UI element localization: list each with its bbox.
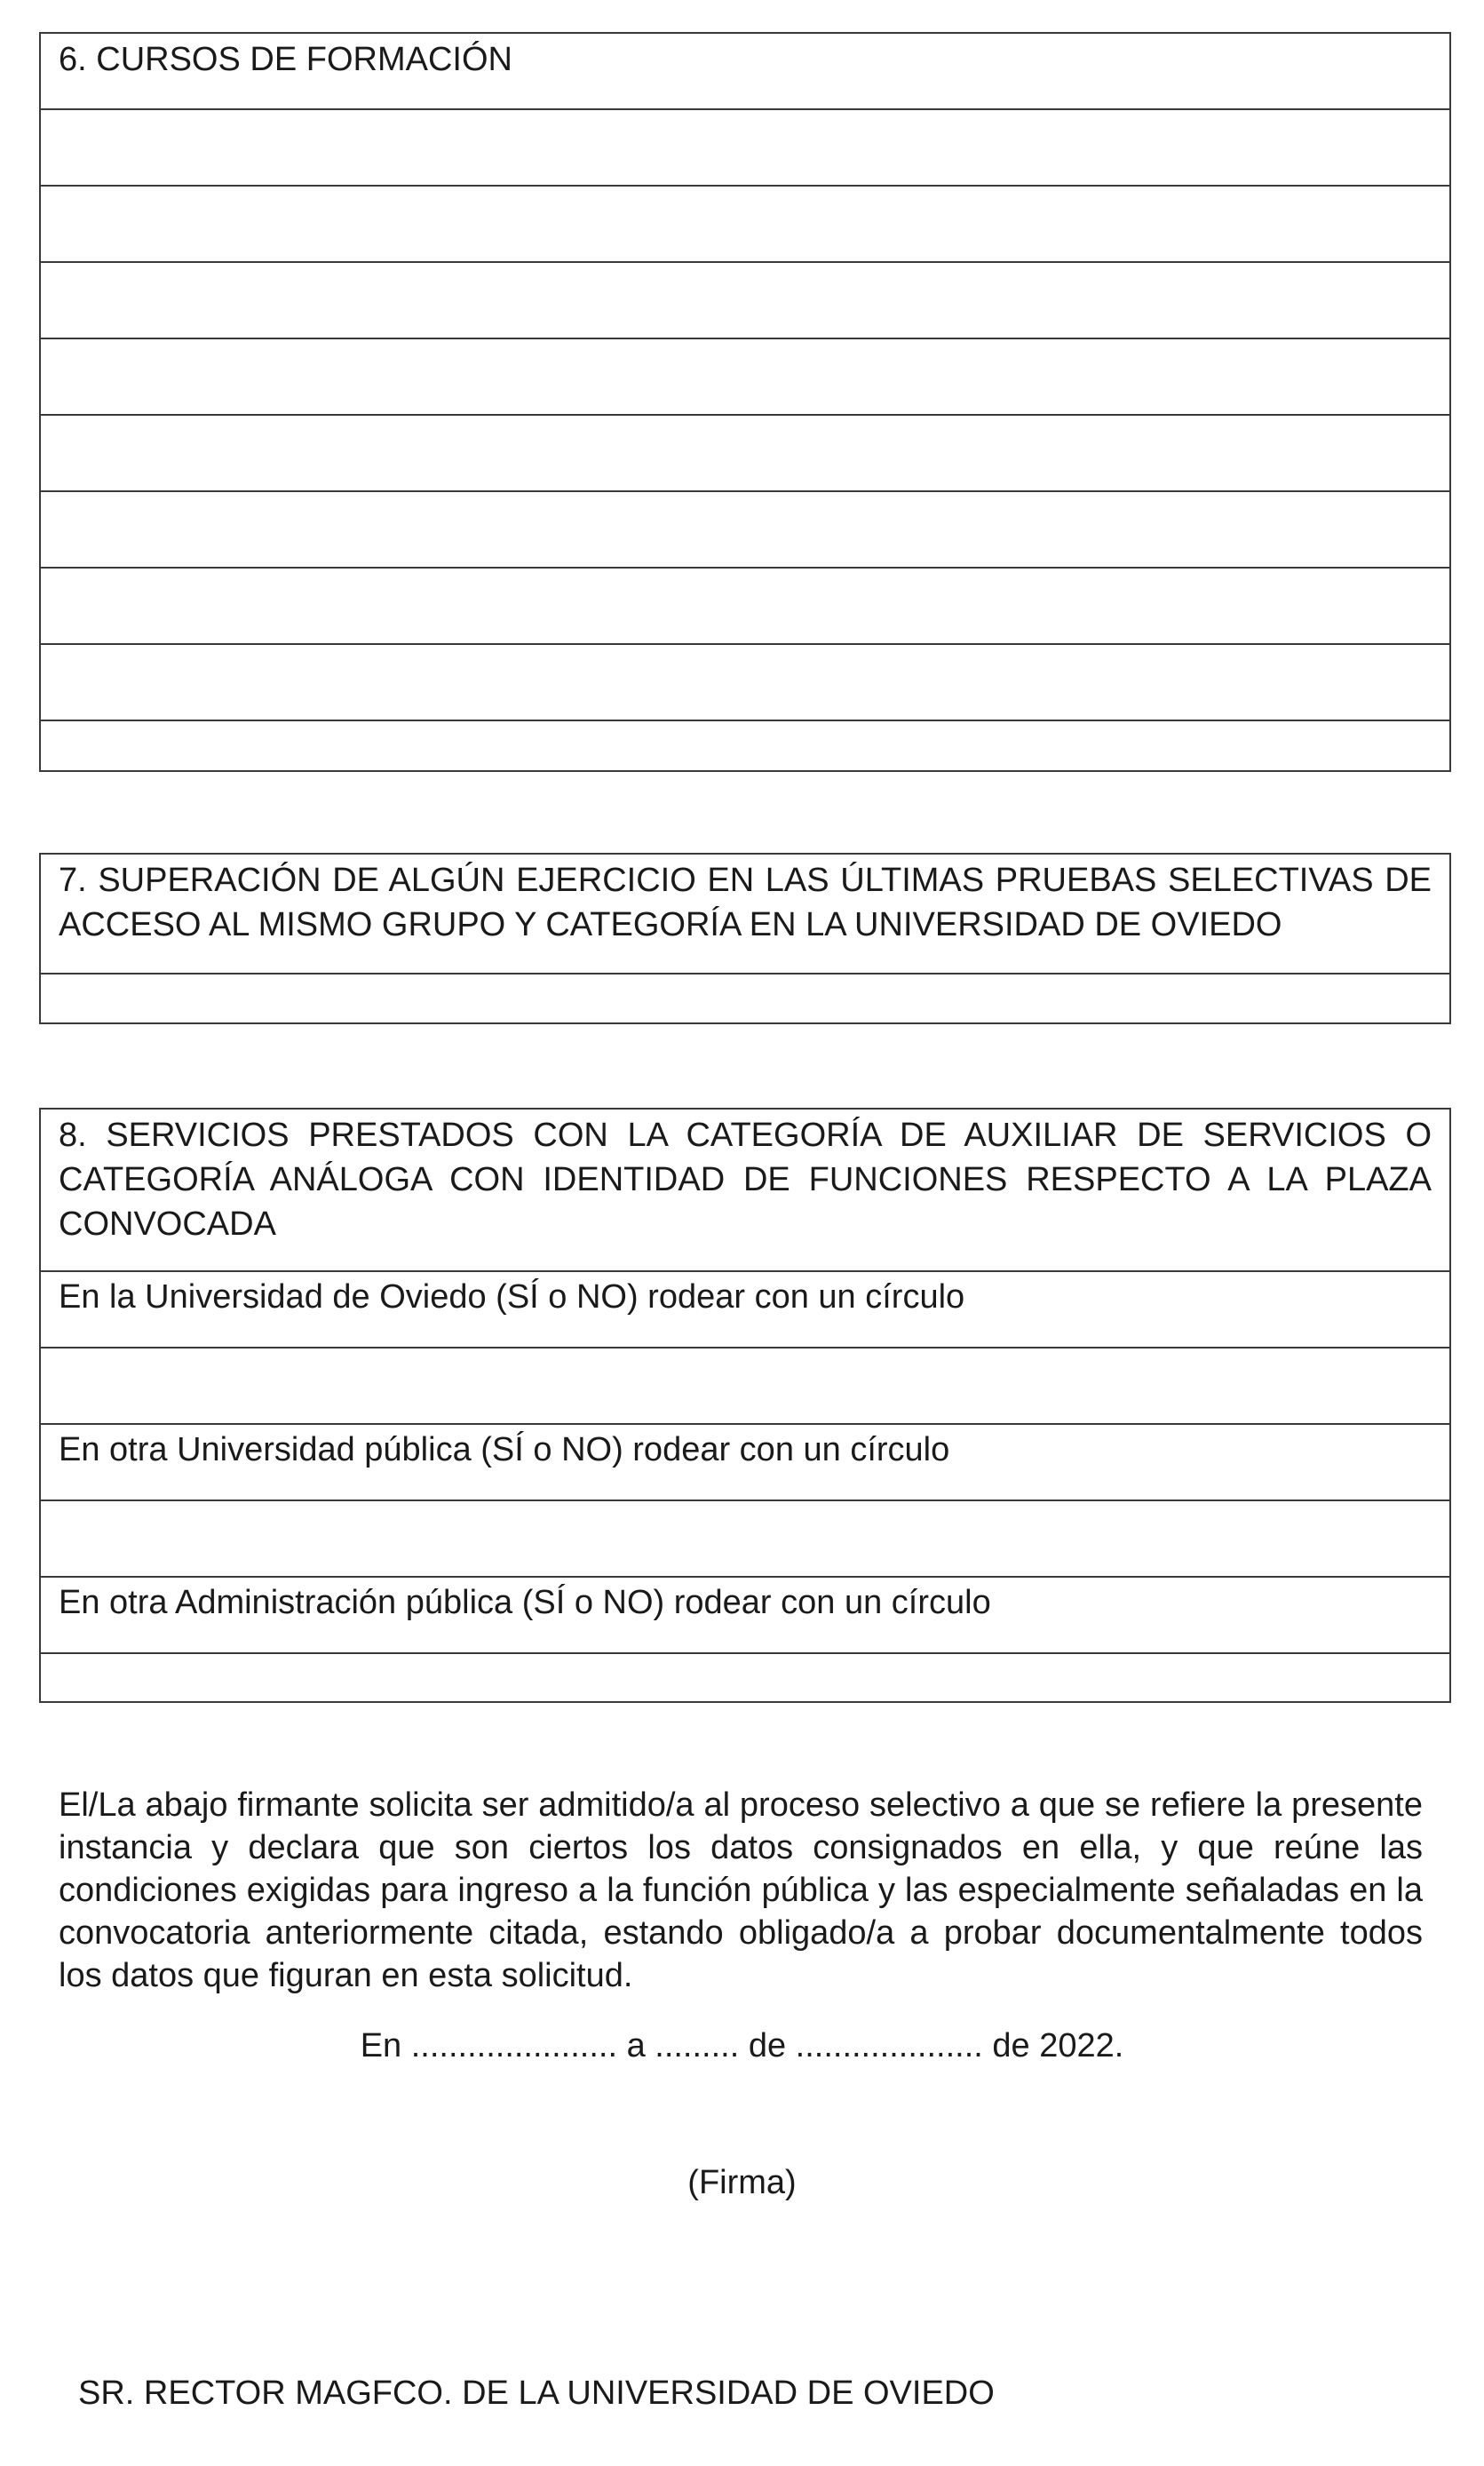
section-8-services-rendered: [39, 1108, 1451, 1703]
section-7-previous-exercises: [39, 853, 1451, 1024]
section-8-blank-row[interactable]: [41, 1348, 1449, 1425]
section-8-header: [41, 1110, 1449, 1272]
section-6-blank-row[interactable]: [41, 187, 1449, 263]
question-otra-administracion: En otra Administración pública (SÍ o NO) rodear con un círculo: [59, 1584, 991, 1621]
section-6-blank-row[interactable]: [41, 569, 1449, 645]
question-otra-universidad: En otra Universidad pública (SÍ o NO) rodear con un círculo: [59, 1431, 950, 1468]
signature-label: (Firma): [687, 2164, 797, 2201]
section-6-training-courses: [39, 32, 1451, 772]
section-6-blank-row[interactable]: [41, 721, 1449, 770]
section-8-question-row[interactable]: [41, 1425, 1449, 1501]
section-8-title: 8. SERVICIOS PRESTADOS CON LA CATEGORÍA DE AUXILIAR DE SERVICIOS O CATEGORÍA ANÁLOGA CON IDENTIDAD DE FUNCIONES RESPECTO A LA PLAZA CONVOCADA: [59, 1117, 1432, 1243]
section-8-blank-row[interactable]: [41, 1654, 1449, 1703]
question-universidad-oviedo: En la Universidad de Oviedo (SÍ o NO) rodear con un círculo: [59, 1278, 965, 1316]
section-7-blank-row[interactable]: [41, 974, 1449, 1022]
date-line: En ...................... a ......... de .................... de 2022.: [360, 2027, 1124, 2064]
section-6-blank-row[interactable]: [41, 645, 1449, 721]
section-6-blank-row[interactable]: [41, 110, 1449, 187]
section-8-question-row[interactable]: [41, 1578, 1449, 1654]
section-6-blank-row[interactable]: [41, 492, 1449, 569]
section-8-question-row[interactable]: [41, 1272, 1449, 1348]
section-6-blank-row[interactable]: [41, 339, 1449, 416]
section-6-blank-row[interactable]: [41, 263, 1449, 339]
section-8-blank-row[interactable]: [41, 1501, 1449, 1578]
section-6-blank-row[interactable]: [41, 416, 1449, 492]
section-7-header: [41, 855, 1449, 974]
section-7-title: 7. SUPERACIÓN DE ALGÚN EJERCICIO EN LAS ÚLTIMAS PRUEBAS SELECTIVAS DE ACCESO AL MISMO GRUPO Y CATEGORÍA EN LA UNIVERSIDAD DE OVIEDO: [59, 862, 1432, 943]
section-6-title: 6. CURSOS DE FORMACIÓN: [59, 41, 512, 78]
section-6-header: [41, 34, 1449, 110]
declaration-paragraph: El/La abajo firmante solicita ser admitido/a al proceso selectivo a que se refiere la presente instancia y declara que son ciertos los datos consignados en ella, y que reúne las condiciones exigidas para ingreso a la función pública y las especialmente señaladas en la convocatoria anteriormente citada, estando obligado/a a probar documentalmente todos los datos que figuran en esta solicitud.: [59, 1786, 1423, 1994]
addressee-line: SR. RECTOR MAGFCO. DE LA UNIVERSIDAD DE OVIEDO: [78, 2375, 995, 2412]
